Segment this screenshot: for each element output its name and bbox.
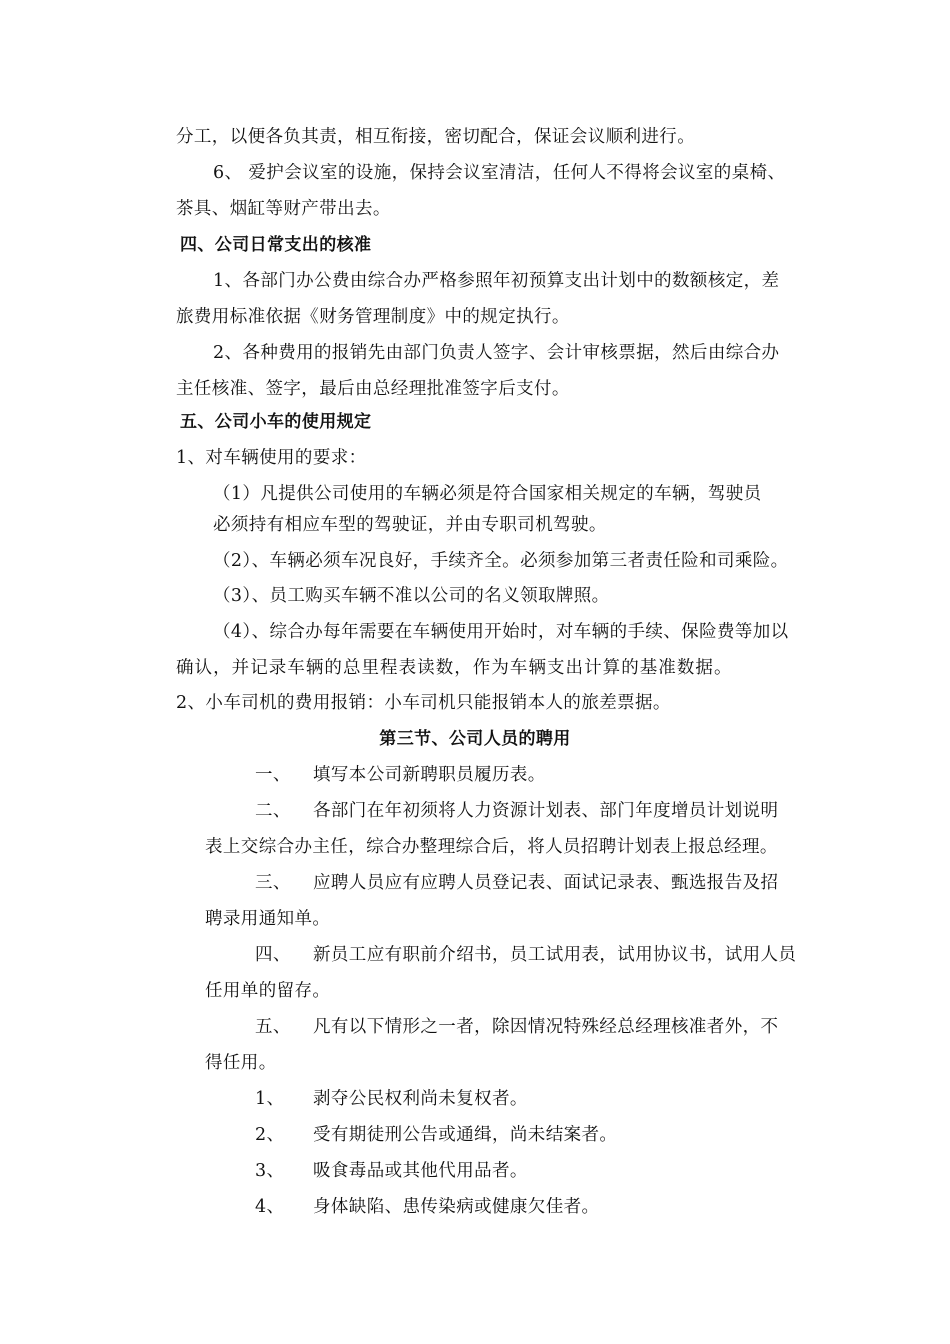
paragraph-line: （3）、员工购买车辆不准以公司的名义领取牌照。 [213,586,610,606]
sub-list-item [255,1087,528,1111]
item-text: 身体缺陷、患传染病或健康欠佳者。 [313,1197,600,1217]
item-continuation: 任用单的留存。 [205,981,331,1001]
item-number: 4、 [255,1197,285,1217]
item-number: 3、 [255,1161,285,1181]
item-text: 填写本公司新聘职员履历表。 [313,765,546,785]
list-item [255,763,546,787]
item-number: 2、 [255,1125,285,1145]
paragraph-line: 主任核准、签字，最后由总经理批准签字后支付。 [176,379,570,399]
paragraph-line: 2、各种费用的报销先由部门负责人签字、会计审核票据，然后由综合办 [213,343,780,363]
item-number: 1、 [255,1089,285,1109]
item-text: 受有期徒刑公告或通缉，尚未结案者。 [313,1125,618,1145]
paragraph-line: 1、各部门办公费由综合办严格参照年初预算支出计划中的数额核定，差 [213,271,780,291]
list-item [255,943,796,967]
item-continuation: 得任用。 [205,1053,277,1073]
item-text: 吸食毒品或其他代用品者。 [313,1161,528,1181]
sub-list-item [255,1159,528,1183]
sub-list-item [255,1195,599,1219]
list-item [255,1015,778,1039]
paragraph-line: 1、对车辆使用的要求： [176,448,367,468]
item-text: 应聘人员应有应聘人员登记表、面试记录表、甄选报告及招 [313,873,779,893]
item-number: 二、 [255,801,291,821]
item-number: 一、 [255,765,291,785]
paragraph-line: 分工，以便各负其责，相互衔接，密切配合，保证会议顺利进行。 [176,127,696,147]
item-continuation: 聘录用通知单。 [205,909,331,929]
list-item [255,871,778,895]
item-number: 四、 [255,945,291,965]
chapter-title: 第三节、公司人员的聘用 [379,729,571,749]
item-number: 三、 [255,873,291,893]
section-heading-5: 五、公司小车的使用规定 [180,412,372,432]
item-text: 新员工应有职前介绍书，员工试用表，试用协议书，试用人员 [313,945,797,965]
paragraph-line: （1）凡提供公司使用的车辆必须是符合国家相关规定的车辆，驾驶员 [213,484,762,504]
list-item [255,799,778,823]
item-continuation: 表上交综合办主任，综合办整理综合后，将人员招聘计划表上报总经理。 [205,837,778,857]
paragraph-line: 6、 爱护会议室的设施，保持会议室清洁，任何人不得将会议室的桌椅、 [213,163,786,183]
paragraph-line: （4）、综合办每年需要在车辆使用开始时，对车辆的手续、保险费等加以 [213,622,789,642]
item-number: 五、 [255,1017,291,1037]
paragraph-line: 确认，并记录车辆的总里程表读数，作为车辆支出计算的基准数据。 [176,658,733,678]
sub-list-item [255,1123,617,1147]
item-text: 各部门在年初须将人力资源计划表、部门年度增员计划说明 [313,801,779,821]
paragraph-line: 茶具、烟缸等财产带出去。 [176,199,391,219]
paragraph-line: 旅费用标准依据《财务管理制度》中的规定执行。 [176,307,570,327]
item-text: 剥夺公民权利尚未复权者。 [313,1089,528,1109]
paragraph-line: 必须持有相应车型的驾驶证，并由专职司机驾驶。 [213,515,607,535]
paragraph-line: 2、小车司机的费用报销：小车司机只能报销本人的旅差票据。 [176,693,671,713]
section-heading-4: 四、公司日常支出的核准 [180,235,372,255]
paragraph-line: （2）、车辆必须车况良好，手续齐全。必须参加第三者责任险和司乘险。 [213,551,789,571]
item-text: 凡有以下情形之一者，除因情况特殊经总经理核准者外，不 [313,1017,779,1037]
